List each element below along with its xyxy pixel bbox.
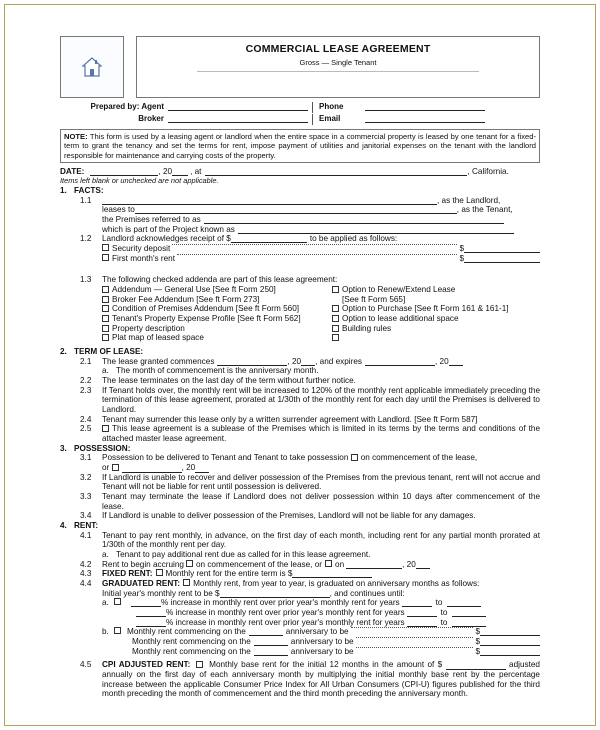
premises-field[interactable] xyxy=(204,215,504,224)
possession-date-checkbox[interactable] xyxy=(112,464,119,471)
dollar-sign: $ xyxy=(459,243,464,253)
addenda-right xyxy=(332,285,509,343)
item-number: 4.3 xyxy=(80,569,92,579)
anniv-amount[interactable] xyxy=(480,647,540,656)
date-at: , at xyxy=(190,167,202,177)
phone-field[interactable] xyxy=(365,102,485,111)
item-text: , 20 xyxy=(434,356,449,366)
place-field[interactable] xyxy=(205,167,467,176)
rent-4-4-initial xyxy=(60,589,540,599)
date-label: DATE: xyxy=(60,167,85,177)
addenda-intro: The following checked addenda are part of this lease agreement: xyxy=(102,275,338,285)
to-label: to xyxy=(435,598,443,608)
item-number: 1.3 xyxy=(80,275,92,285)
graduated-a-checkbox[interactable] xyxy=(114,598,121,605)
possession-3-3 xyxy=(60,492,540,511)
item-text: anniversary to be xyxy=(290,646,354,656)
section-rent xyxy=(60,521,540,531)
addendum-item-form: [See ft Form 565] xyxy=(342,294,406,304)
sub-letter: a. xyxy=(102,550,109,560)
item-text: Rent to begin accruing xyxy=(102,559,184,569)
anniversary-row xyxy=(60,647,540,657)
item-text: Monthly rent commencing on the xyxy=(127,627,246,637)
dollar-sign: $ xyxy=(475,627,480,637)
tenant-label: , as the Tenant, xyxy=(456,205,513,215)
anniv-field[interactable] xyxy=(254,637,288,646)
percent-field[interactable] xyxy=(136,608,166,617)
item-text: If Tenant holds over, the monthly rent will be increased to 120% of the monthly rent applicable immediately preceding the termination of this lease agreement, prorated at 1/30th of the monthly rent for each day until the Premises is delivered to Landlord. xyxy=(102,385,540,414)
addenda-left xyxy=(102,285,326,343)
item-text: on commencement of the lease, or xyxy=(195,559,323,569)
item-text: Initial year's monthly rent to be $ xyxy=(102,588,220,598)
item-number: 2.4 xyxy=(80,414,92,424)
item-text: , 20 xyxy=(181,463,196,472)
section-number: 4. xyxy=(60,521,67,531)
rent-4-4 xyxy=(60,579,540,589)
accrue-commencement-checkbox[interactable] xyxy=(186,560,193,567)
section-facts xyxy=(60,186,540,196)
rent-4-1-a xyxy=(60,550,540,560)
note-text: This form is used by a leasing agent or landlord when the entire space in a commercial property is leased by one tenant for a fixed-term to grant the tenancy and set the terms for rent, impose payment of utilities and janitorial expenses on the tenant with the landlord responsible for maintenance and carrying costs of the property. xyxy=(64,132,536,160)
sub-letter: a. xyxy=(102,598,109,608)
expire-year[interactable] xyxy=(449,357,463,366)
item-text: , and continues until: xyxy=(329,588,405,598)
item-number: 2.5 xyxy=(80,424,92,434)
fixed-rent-checkbox[interactable] xyxy=(156,569,163,576)
item-text: The month of commencement is the anniversary month. xyxy=(116,366,319,376)
cpi-amount[interactable] xyxy=(446,661,506,670)
form-header xyxy=(60,36,540,98)
landlord-label: , as the Landlord, xyxy=(437,195,501,205)
year-to[interactable] xyxy=(447,598,481,607)
item-text: This lease agreement is a sublease of the Premises which is limited in its terms by the terms and conditions of the attached master lease agreement. xyxy=(102,424,540,443)
item-text: Tenant may terminate the lease if Landlord does not deliver possession within 10 days after commencement of the lease. xyxy=(102,492,540,511)
item-text: If Landlord is unable to deliver possession of the Premises, Landlord will not be liable for any damages. xyxy=(102,511,476,521)
item-number: 2.1 xyxy=(80,356,92,366)
accrue-date-checkbox[interactable] xyxy=(325,560,332,567)
form-subtitle: Gross — Single Tenant xyxy=(299,58,377,68)
term-2-2 xyxy=(60,376,540,386)
section-number: 3. xyxy=(60,443,67,453)
item-text: Monthly rent commencing on the xyxy=(132,637,251,647)
anniv-amount[interactable] xyxy=(480,627,540,636)
first-month-row xyxy=(60,254,540,264)
item-number: 1.2 xyxy=(80,234,92,244)
prepared-broker xyxy=(68,114,540,125)
prepared-by xyxy=(68,102,540,113)
broker-label: Broker xyxy=(138,114,164,123)
note-box xyxy=(60,129,540,163)
item-number: 4.4 xyxy=(80,579,92,589)
sub-letter: b. xyxy=(102,627,109,637)
addendum-item[interactable]: Tenant's Property Expense Profile [See ft Form 562] xyxy=(102,314,326,324)
item-number: 2.2 xyxy=(80,375,92,385)
year-from[interactable] xyxy=(402,598,432,607)
item-text: The lease granted commences xyxy=(102,356,215,366)
item-text: Tenant to pay additional rent due as called for in this lease agreement. xyxy=(116,550,371,560)
sub-letter: a. xyxy=(102,366,109,376)
facts-project xyxy=(60,225,540,235)
leases-to-label: leases to xyxy=(102,205,135,215)
item-number: 4.1 xyxy=(80,530,92,540)
item-text: on commencement of the lease, xyxy=(360,453,478,463)
section-title: RENT: xyxy=(74,521,99,531)
graduated-b-checkbox[interactable] xyxy=(114,627,121,634)
fixed-rent-amount[interactable] xyxy=(292,569,372,578)
addendum-item[interactable] xyxy=(332,333,509,343)
item-text: Monthly base rent for the initial 12 months in the amount of $ xyxy=(209,660,443,670)
email-field[interactable] xyxy=(365,114,485,123)
item-text: adjusted annually on the first day of each anniversary month by multiplying the initial monthly base rent by the percentage increase between the applicable Consumer Price Index for All Urban Consumers (CPI-U) figures published for the third month preceding the month of commencement and the third month preceding the anniversary month. xyxy=(102,660,540,699)
addendum-item[interactable]: Property description xyxy=(102,324,326,334)
applied-label: to be applied as follows: xyxy=(309,234,398,244)
expire-date[interactable] xyxy=(365,357,435,366)
rent-4-5 xyxy=(60,660,540,699)
item-text: or xyxy=(102,463,110,472)
item-text: Monthly rent for the entire term is $ xyxy=(165,569,293,579)
receipt-field[interactable] xyxy=(231,234,307,243)
initial-rent-amount[interactable] xyxy=(220,589,330,598)
percent-field[interactable] xyxy=(131,598,161,607)
deposit-amount[interactable] xyxy=(464,244,540,253)
item-number: 3.4 xyxy=(80,511,92,521)
item-number: 3.2 xyxy=(80,472,92,482)
addendum-item[interactable]: Option to lease additional space xyxy=(332,314,509,324)
item-text: , and expires xyxy=(315,356,362,366)
item-text: Monthly rent commencing on the xyxy=(132,646,251,656)
rent-4-3 xyxy=(60,569,540,579)
item-text: Possession to be delivered to Tenant and Tenant to take possession xyxy=(102,453,349,463)
facts-1-3 xyxy=(60,275,540,285)
broker-field[interactable] xyxy=(168,114,308,123)
facts-1-1 xyxy=(60,196,540,206)
section-title: FACTS: xyxy=(74,185,104,195)
addendum-item[interactable]: Broker Fee Addendum [See ft Form 273] xyxy=(102,295,326,305)
deposit-checkbox[interactable] xyxy=(102,244,109,251)
addendum-item[interactable]: Addendum — General Use [See ft Form 250] xyxy=(102,285,326,295)
email-label: Email xyxy=(319,114,341,123)
section-title: TERM OF LEASE: xyxy=(74,346,144,356)
item-number: 4.5 xyxy=(80,660,92,670)
date-year: , 20 xyxy=(158,167,173,177)
form-title: COMMERCIAL LEASE AGREEMENT xyxy=(245,43,431,55)
to-label: to xyxy=(440,617,448,627)
rent-4-2 xyxy=(60,560,540,570)
term-2-3 xyxy=(60,386,540,415)
term-2-5 xyxy=(60,424,540,443)
receipt-label: Landlord acknowledges receipt of $ xyxy=(102,234,231,244)
date-field[interactable] xyxy=(90,167,158,176)
addendum-item[interactable]: Condition of Premises Addendum [See ft Form 560] xyxy=(102,304,326,314)
tenant-field[interactable] xyxy=(135,205,457,214)
year-from[interactable] xyxy=(407,608,437,617)
addendum-item[interactable]: Building rules xyxy=(332,324,509,334)
possession-3-4 xyxy=(60,511,540,521)
premises-label: the Premises referred to as xyxy=(102,214,201,224)
item-text: Monthly rent, from year to year, is graduated on anniversary months as follows: xyxy=(193,579,480,589)
item-text: anniversary to be xyxy=(285,627,349,637)
item-text: The lease terminates on the last day of the term without further notice. xyxy=(102,375,356,385)
accrue-year[interactable] xyxy=(416,560,430,569)
item-text: , 20 xyxy=(287,356,302,366)
section-term xyxy=(60,347,540,357)
item-text: If Landlord is unable to recover and deliver possession of the Premises from the previous tenant, rent will not accrue and Tenant will not be liable for rent until possession is delivered. xyxy=(102,472,540,492)
first-month-checkbox[interactable] xyxy=(102,254,109,261)
item-text: anniversary to be xyxy=(290,637,354,647)
addenda-columns xyxy=(60,285,540,343)
item-text: Tenant to pay rent monthly, in advance, on the first day of each month, including rent for any partial month prorated at 1/30th of the monthly rent per day. xyxy=(102,530,540,550)
deposit-label: Security deposit xyxy=(112,243,171,253)
section-number: 1. xyxy=(60,185,67,195)
year-to[interactable] xyxy=(452,618,486,627)
sublease-checkbox[interactable] xyxy=(102,425,109,432)
item-number: 3.1 xyxy=(80,453,92,463)
anniversary-row xyxy=(60,627,540,637)
section-number: 2. xyxy=(60,346,67,356)
possession-year[interactable] xyxy=(195,464,209,473)
anniversary-row xyxy=(60,637,540,647)
dollar-sign: $ xyxy=(475,637,480,647)
item-heading: FIXED RENT: xyxy=(102,569,153,579)
dollar-sign: $ xyxy=(475,646,480,656)
on-commencement-checkbox[interactable] xyxy=(351,454,358,461)
landlord-field[interactable] xyxy=(102,196,437,205)
term-2-1-a xyxy=(60,366,540,376)
date-state: , California. xyxy=(467,167,509,177)
lease-form xyxy=(60,36,540,699)
commence-date[interactable] xyxy=(217,357,287,366)
item-number: 3.3 xyxy=(80,492,92,502)
graduated-rent-checkbox[interactable] xyxy=(183,579,190,586)
item-text: % increase in monthly rent over prior year's monthly rent for years xyxy=(161,598,400,608)
item-text: , 20 xyxy=(402,559,416,569)
dollar-sign: $ xyxy=(459,253,464,263)
commence-year[interactable] xyxy=(301,357,315,366)
year-to[interactable] xyxy=(452,608,486,617)
item-number: 2.3 xyxy=(80,385,92,395)
term-2-4 xyxy=(60,415,540,425)
item-heading: GRADUATED RENT: xyxy=(102,579,181,589)
item-text: % increase in monthly rent over prior year's monthly rent for years xyxy=(166,608,405,618)
year-field[interactable] xyxy=(172,167,188,176)
agent-label: Prepared by: Agent xyxy=(90,102,164,111)
term-2-1 xyxy=(60,357,540,367)
possession-3-1 xyxy=(60,453,540,472)
item-text: Tenant may surrender this lease only by a written surrender agreement with Landlord. [See ft Form 587] xyxy=(102,414,478,424)
blank-note: Items left blank or unchecked are not applicable. xyxy=(60,176,219,186)
section-possession xyxy=(60,444,540,454)
anniv-field[interactable] xyxy=(249,627,283,636)
item-heading: CPI ADJUSTED RENT: xyxy=(102,660,191,670)
addendum-item[interactable]: Plat map of leased space xyxy=(102,333,326,343)
agent-field[interactable] xyxy=(168,102,308,111)
addendum-item[interactable]: Option to Renew/Extend Lease xyxy=(332,285,509,295)
possession-date[interactable] xyxy=(122,464,182,473)
graduated-row xyxy=(60,608,540,618)
first-month-label: First month's rent xyxy=(112,253,175,263)
facts-premises xyxy=(60,215,540,225)
rent-4-1 xyxy=(60,531,540,550)
item-number: 4.2 xyxy=(80,559,92,569)
note-label: NOTE: xyxy=(64,132,88,141)
item-text: % increase in monthly rent over prior year's monthly rent for years xyxy=(166,617,405,627)
anniv-amount[interactable] xyxy=(480,637,540,646)
possession-3-2 xyxy=(60,473,540,492)
item-number: 1.1 xyxy=(80,195,92,205)
to-label: to xyxy=(440,608,448,618)
deposit-row xyxy=(60,244,540,254)
year-from[interactable] xyxy=(407,618,437,627)
project-field[interactable] xyxy=(238,225,514,234)
percent-field[interactable] xyxy=(136,618,166,627)
cpi-rent-checkbox[interactable] xyxy=(196,661,203,668)
anniv-field[interactable] xyxy=(254,647,288,656)
addendum-item[interactable]: Option to Purchase [See ft Form 161 & 161-1] xyxy=(332,304,509,314)
title-box xyxy=(136,36,540,98)
first-month-amount[interactable] xyxy=(464,254,540,263)
project-label: which is part of the Project known as xyxy=(102,224,235,234)
graduated-row xyxy=(60,598,540,608)
accrue-date[interactable] xyxy=(346,560,402,569)
section-title: POSSESSION: xyxy=(74,443,131,453)
item-text: on xyxy=(335,559,345,569)
facts-1-2 xyxy=(60,234,540,244)
graduated-row xyxy=(60,618,540,628)
phone-label: Phone xyxy=(319,102,344,111)
facts-tenant xyxy=(60,205,540,215)
house-icon xyxy=(60,36,124,98)
